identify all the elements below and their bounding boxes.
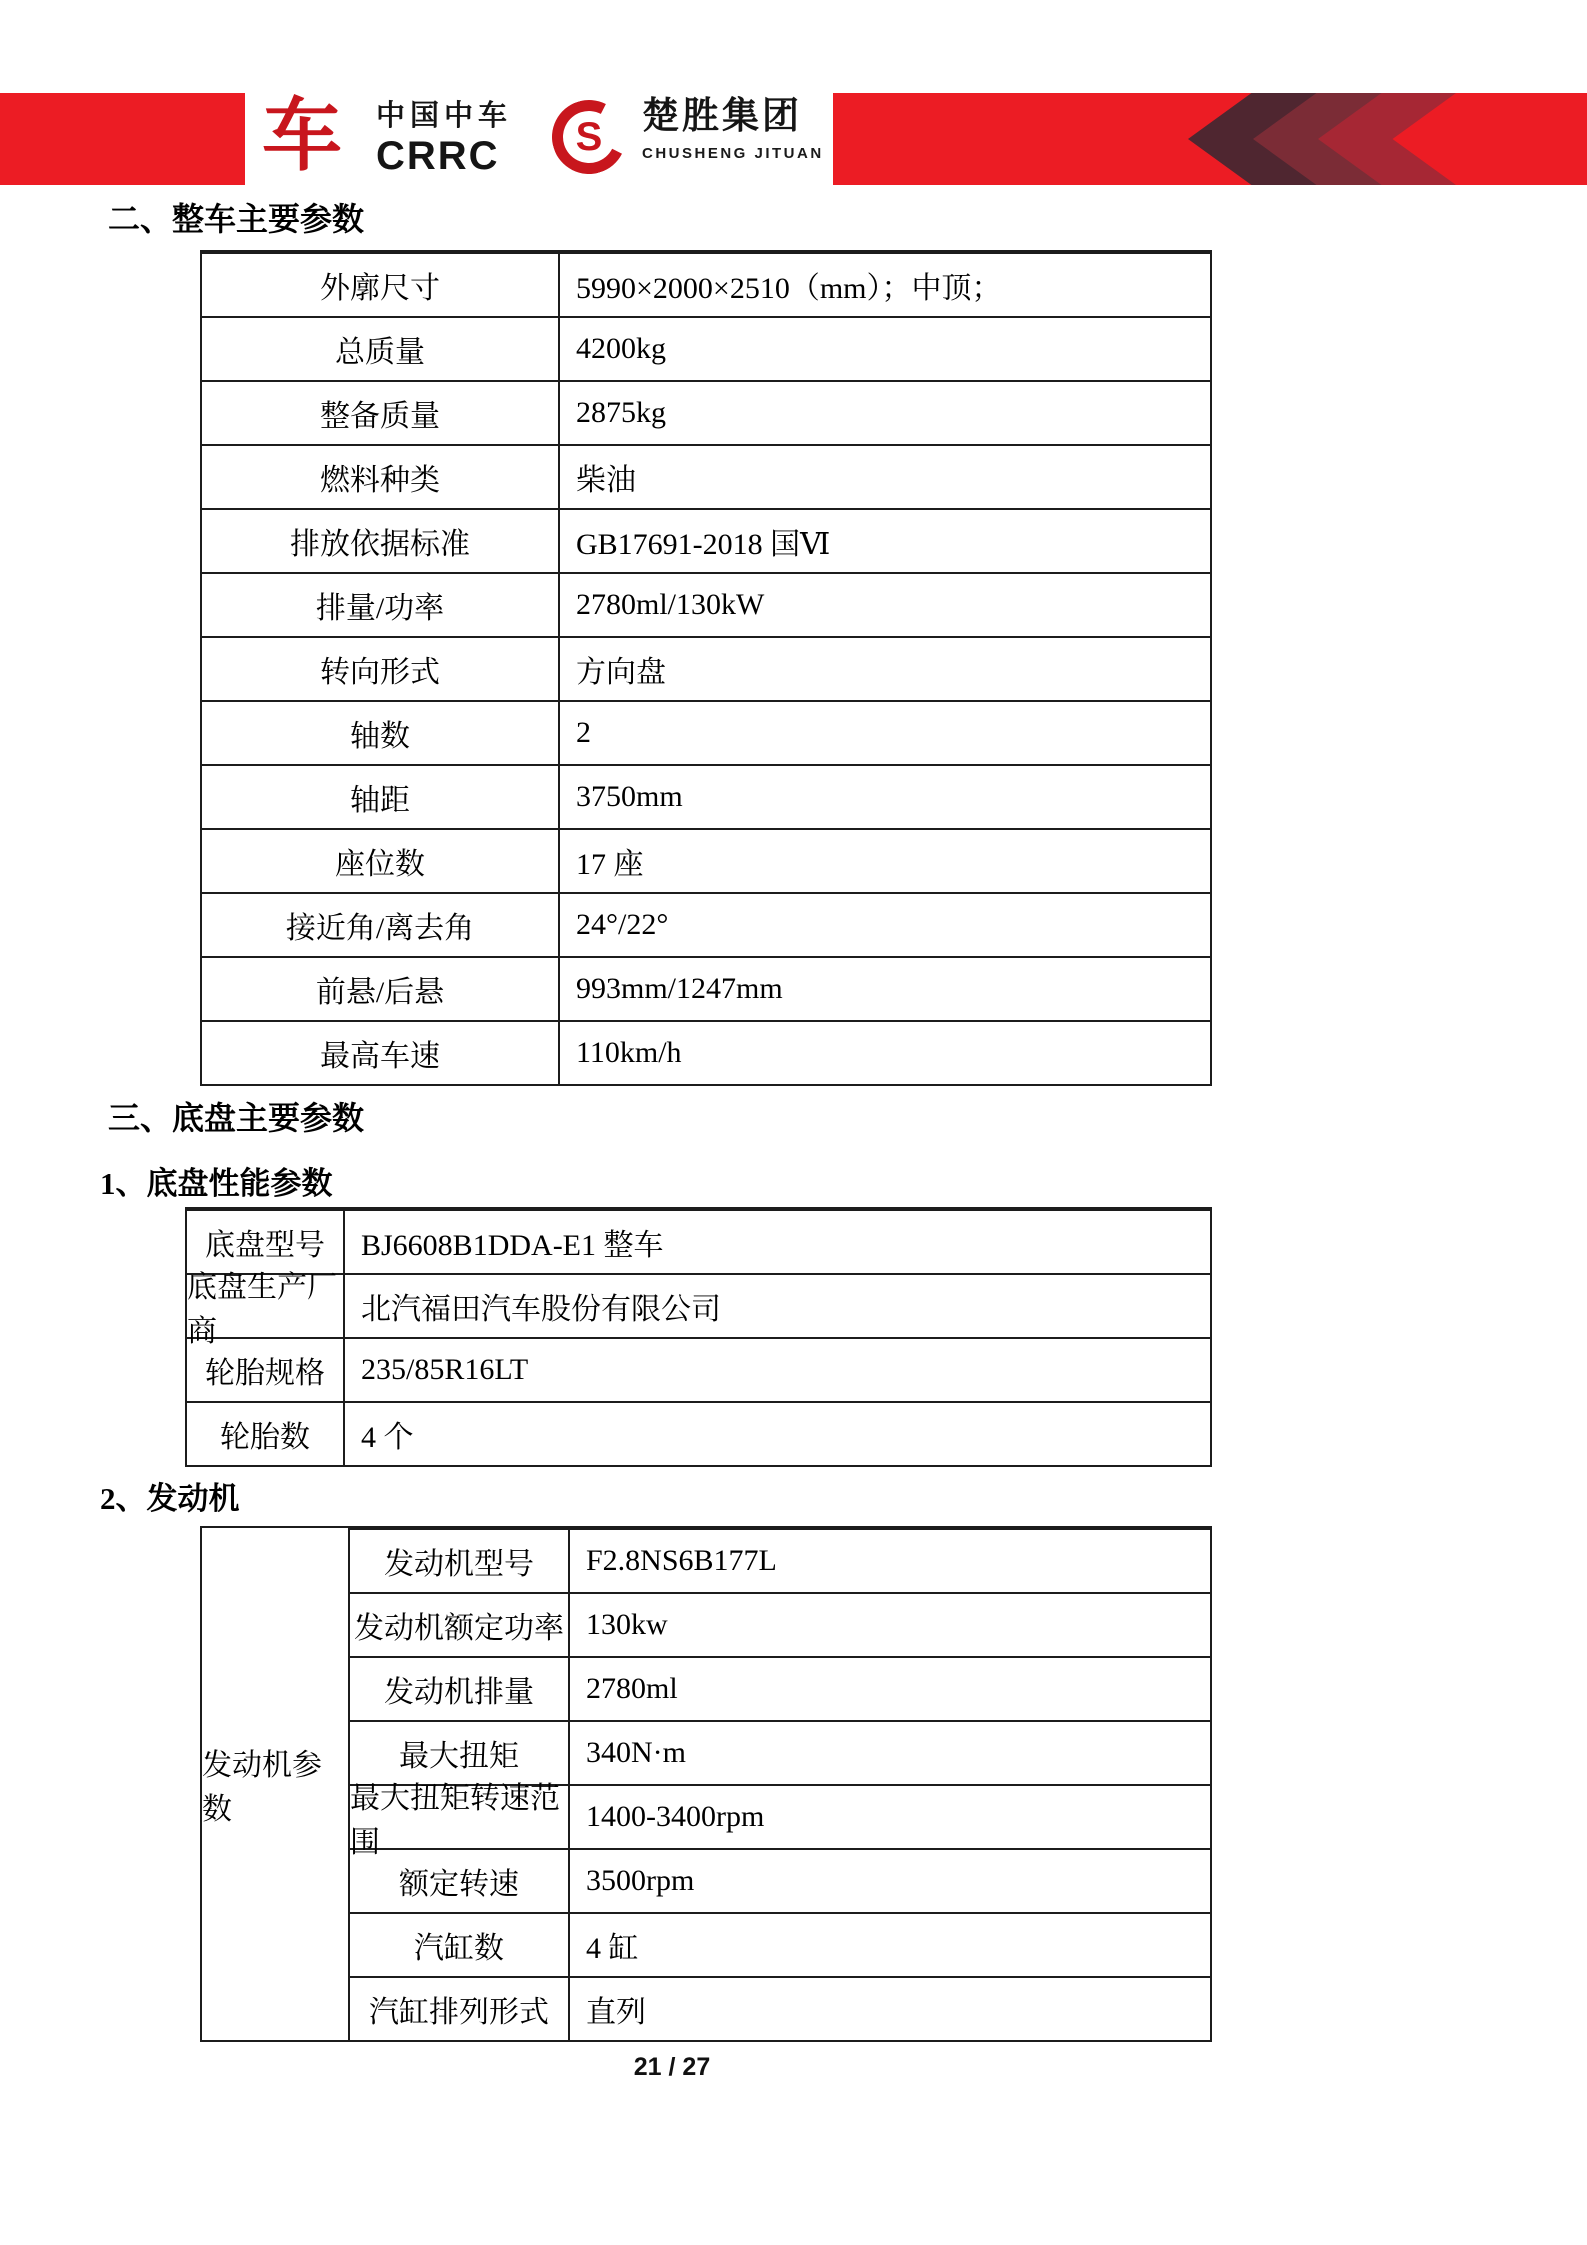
chusheng-name-cn: 楚胜集团 [642,96,802,137]
table-row [350,1912,1210,1976]
parameter-label-cell: 发动机型号 [350,1530,570,1592]
engine-subheading: 2、发动机 [100,1481,240,1516]
parameter-value-cell: BJ6608B1DDA-E1 整车 [361,1229,664,1262]
parameter-label-cell: 燃料种类 [202,446,560,508]
parameter-value-cell: 2875kg [576,396,666,429]
parameter-value-cell: 5990×2000×2510（mm）；中顶； [576,272,1002,305]
page-number: 21 / 27 [633,2053,711,2081]
parameter-value-cell: 4 缸 [586,1932,639,1965]
table-row [202,1020,1210,1084]
parameter-label-cell: 总质量 [202,318,560,380]
chusheng-name-en: CHUSHENG JITUAN [642,145,824,162]
parameter-label-cell: 座位数 [202,830,560,892]
engine-group-label-cell: 发动机参数 [202,1528,350,2040]
chusheng-logo [642,98,824,161]
table-row [202,444,1210,508]
table-row [187,1401,1210,1465]
table-row [187,1337,1210,1401]
chusheng-logo-icon [542,90,635,183]
parameter-label-cell: 汽缸排列形式 [350,1978,570,2040]
chassis-section-heading: 三、底盘主要参数 [108,1100,365,1136]
chassis-performance-subheading: 1、底盘性能参数 [100,1166,333,1201]
table-row [350,1528,1210,1592]
crrc-name-en: CRRC [376,134,500,178]
parameter-value-cell: 柴油 [576,464,636,497]
parameter-label-cell: 排量/功率 [202,574,560,636]
parameter-label-cell: 外廓尺寸 [202,254,560,316]
engine-rows [350,1528,1210,2040]
table-row [350,1592,1210,1656]
crrc-logo [376,102,512,176]
table-row [202,700,1210,764]
parameter-value-cell: 1400-3400rpm [586,1800,765,1833]
parameter-value-cell: F2.8NS6B177L [586,1544,777,1577]
parameter-value-cell: 2780ml [586,1672,678,1705]
crrc-name-cn: 中国中车 [376,100,513,132]
table-row [202,252,1210,316]
parameter-label-cell: 轴距 [202,766,560,828]
table-row [187,1271,1210,1348]
parameter-value-cell: 993mm/1247mm [576,972,783,1005]
table-row [202,316,1210,380]
parameter-label-cell: 底盘型号 [187,1211,345,1273]
parameter-label-cell: 整备质量 [202,382,560,444]
parameter-label-cell: 最大扭矩转速范围 [350,1786,570,1848]
parameter-value-cell: GB17691-2018 国Ⅵ [576,528,831,561]
table-row [350,1782,1210,1859]
header-red-bar-left [0,93,245,185]
parameter-value-cell: 直列 [586,1996,646,2029]
parameter-label-cell: 发动机排量 [350,1658,570,1720]
parameter-label-cell: 底盘生产厂商 [187,1275,345,1337]
table-row [202,636,1210,700]
table-row [202,828,1210,892]
parameter-value-cell: 北汽福田汽车股份有限公司 [361,1293,721,1326]
table-row [202,892,1210,956]
parameter-value-cell: 3750mm [576,780,683,813]
crrc-emblem-icon: 车 [262,93,342,181]
table-row [350,1848,1210,1912]
parameter-label-cell: 最高车速 [202,1022,560,1084]
engine-parameters-table [200,1526,1212,2042]
parameter-label-cell: 接近角/离去角 [202,894,560,956]
parameter-value-cell: 340N·m [586,1736,686,1769]
table-row [350,1976,1210,2040]
parameter-value-cell: 24°/22° [576,908,669,941]
table-row [202,956,1210,1020]
table-row [350,1656,1210,1720]
parameter-value-cell: 4200kg [576,332,666,365]
header-red-bar-right [833,93,1587,185]
table-row [202,380,1210,444]
parameter-value-cell: 2 [576,716,591,749]
parameter-label-cell: 轮胎数 [187,1403,345,1465]
chusheng-icon-letter: S [575,115,603,159]
parameter-label-cell: 前悬/后悬 [202,958,560,1020]
parameter-value-cell: 17 座 [576,848,644,881]
parameter-label-cell: 额定转速 [350,1850,570,1912]
parameter-value-cell: 110km/h [576,1036,682,1069]
parameter-label-cell: 发动机额定功率 [350,1594,570,1656]
parameter-label-cell: 轴数 [202,702,560,764]
parameter-value-cell: 方向盘 [576,656,666,689]
parameter-value-cell: 235/85R16LT [361,1353,529,1386]
parameter-label-cell: 转向形式 [202,638,560,700]
table-row [202,764,1210,828]
parameter-value-cell: 4 个 [361,1421,414,1454]
vehicle-section-heading: 二、整车主要参数 [108,201,365,237]
chassis-parameters-table [185,1207,1212,1467]
parameter-value-cell: 130kw [586,1608,668,1641]
table-row [202,572,1210,636]
vehicle-parameters-table [200,250,1212,1086]
parameter-label-cell: 汽缸数 [350,1914,570,1976]
parameter-value-cell: 3500rpm [586,1864,695,1897]
parameter-value-cell: 2780ml/130kW [576,588,765,621]
parameter-label-cell: 最大扭矩 [350,1722,570,1784]
table-row [202,508,1210,572]
parameter-label-cell: 轮胎规格 [187,1339,345,1401]
parameter-label-cell: 排放依据标准 [202,510,560,572]
